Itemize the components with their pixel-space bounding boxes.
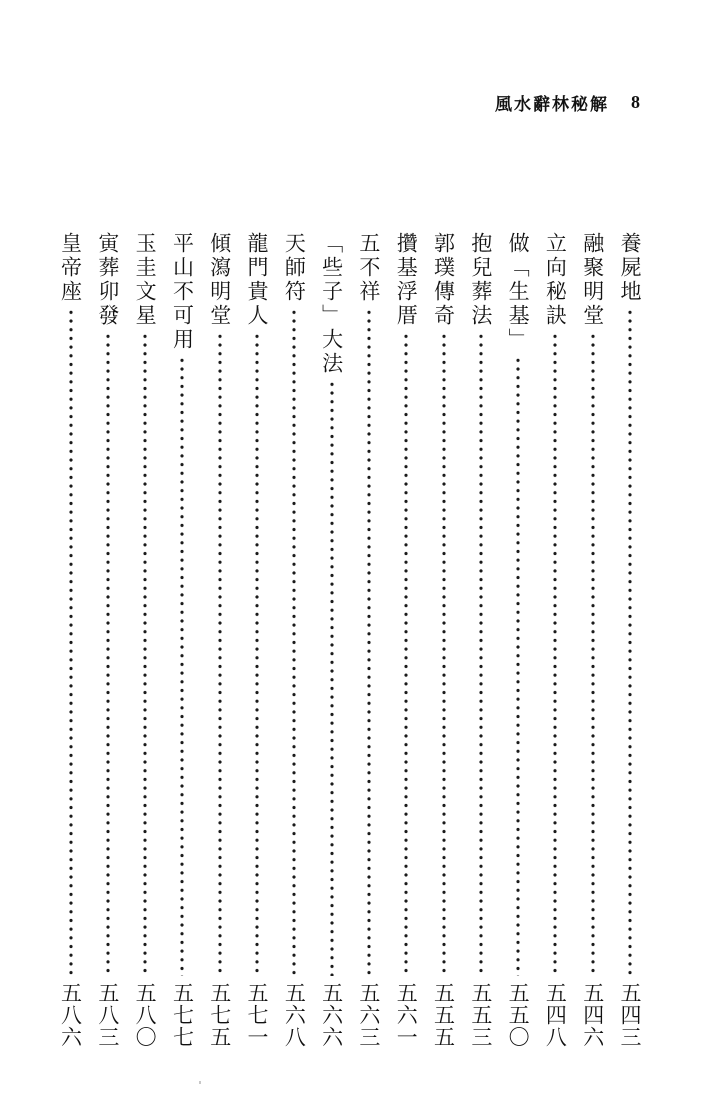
toc-entry-title: 養屍地: [618, 232, 642, 304]
toc-entry-page: 五六一: [394, 982, 419, 1048]
toc-entry-page: 五六八: [282, 982, 307, 1048]
leader-dots: [591, 332, 595, 976]
running-head: [495, 90, 640, 114]
toc-entry[interactable]: [96, 232, 120, 1048]
toc-entry-page: 五五三: [468, 982, 493, 1048]
leader-dots: [69, 308, 73, 976]
scan-speck: [199, 1081, 201, 1084]
toc-entry-title: 寅葬卯發: [95, 232, 120, 328]
toc-entry-page: 五六三: [356, 982, 381, 1048]
toc-entry-page: 五八〇: [133, 982, 158, 1048]
toc-entry-page: 五六六: [319, 982, 344, 1048]
table-of-contents: [59, 232, 642, 1048]
toc-entry[interactable]: [320, 232, 344, 1048]
toc-entry-page: 五四八: [543, 982, 568, 1048]
leader-dots: [628, 308, 632, 976]
toc-entry[interactable]: [618, 232, 642, 1048]
toc-entry-page: 五四六: [580, 982, 605, 1048]
toc-entry-title: 抱兒葬法: [468, 232, 493, 328]
toc-entry[interactable]: [543, 232, 567, 1048]
leader-dots: [479, 332, 483, 976]
toc-entry[interactable]: [432, 232, 456, 1048]
toc-entry[interactable]: [245, 232, 269, 1048]
book-title: 風水辭林秘解: [495, 94, 609, 115]
leader-dots: [516, 356, 520, 976]
toc-entry[interactable]: [581, 232, 605, 1048]
leader-dots: [442, 332, 446, 976]
leader-dots: [255, 332, 259, 976]
toc-entry-title: 「些子」大法: [319, 232, 344, 376]
toc-entry-title: 五不祥: [356, 232, 381, 304]
page-number: 8: [631, 91, 640, 112]
toc-entry-title: 郭璞傳奇: [431, 232, 456, 328]
toc-entry-title: 平山不可用: [170, 232, 195, 352]
toc-entry-title: 傾瀉明堂: [207, 232, 232, 328]
toc-entry-title: 天師符: [282, 232, 307, 304]
toc-entry-title: 融聚明堂: [580, 232, 605, 328]
toc-entry-title: 皇帝座: [58, 232, 83, 304]
leader-dots: [218, 332, 222, 976]
leader-dots: [143, 332, 147, 976]
leader-dots: [106, 332, 110, 976]
toc-entry-page: 五七七: [170, 982, 195, 1048]
leader-dots: [180, 356, 184, 976]
leader-dots: [404, 332, 408, 976]
toc-entry[interactable]: [59, 232, 83, 1048]
toc-entry-page: 五五五: [431, 982, 456, 1048]
toc-entry-page: 五四三: [618, 982, 642, 1048]
toc-entry-page: 五五〇: [506, 982, 531, 1048]
toc-entry-title: 龍門貴人: [245, 232, 270, 328]
leader-dots: [330, 380, 334, 976]
toc-entry-page: 五七五: [207, 982, 232, 1048]
toc-entry[interactable]: [282, 232, 306, 1048]
leader-dots: [292, 308, 296, 976]
toc-entry[interactable]: [170, 232, 194, 1048]
toc-entry-title: 做「生基」: [506, 232, 531, 352]
toc-entry-title: 攢基浮厝: [394, 232, 419, 328]
leader-dots: [367, 308, 371, 976]
toc-entry[interactable]: [357, 232, 381, 1048]
toc-entry-page: 五八三: [95, 982, 120, 1048]
toc-entry-page: 五七一: [245, 982, 270, 1048]
toc-entry[interactable]: [208, 232, 232, 1048]
toc-entry[interactable]: [506, 232, 530, 1048]
toc-entry-title: 玉圭文星: [133, 232, 158, 328]
toc-entry-title: 立向秘訣: [543, 232, 568, 328]
toc-entry[interactable]: [394, 232, 418, 1048]
leader-dots: [553, 332, 557, 976]
toc-entry-page: 五八六: [58, 982, 83, 1048]
toc-entry[interactable]: [469, 232, 493, 1048]
toc-entry[interactable]: [133, 232, 157, 1048]
